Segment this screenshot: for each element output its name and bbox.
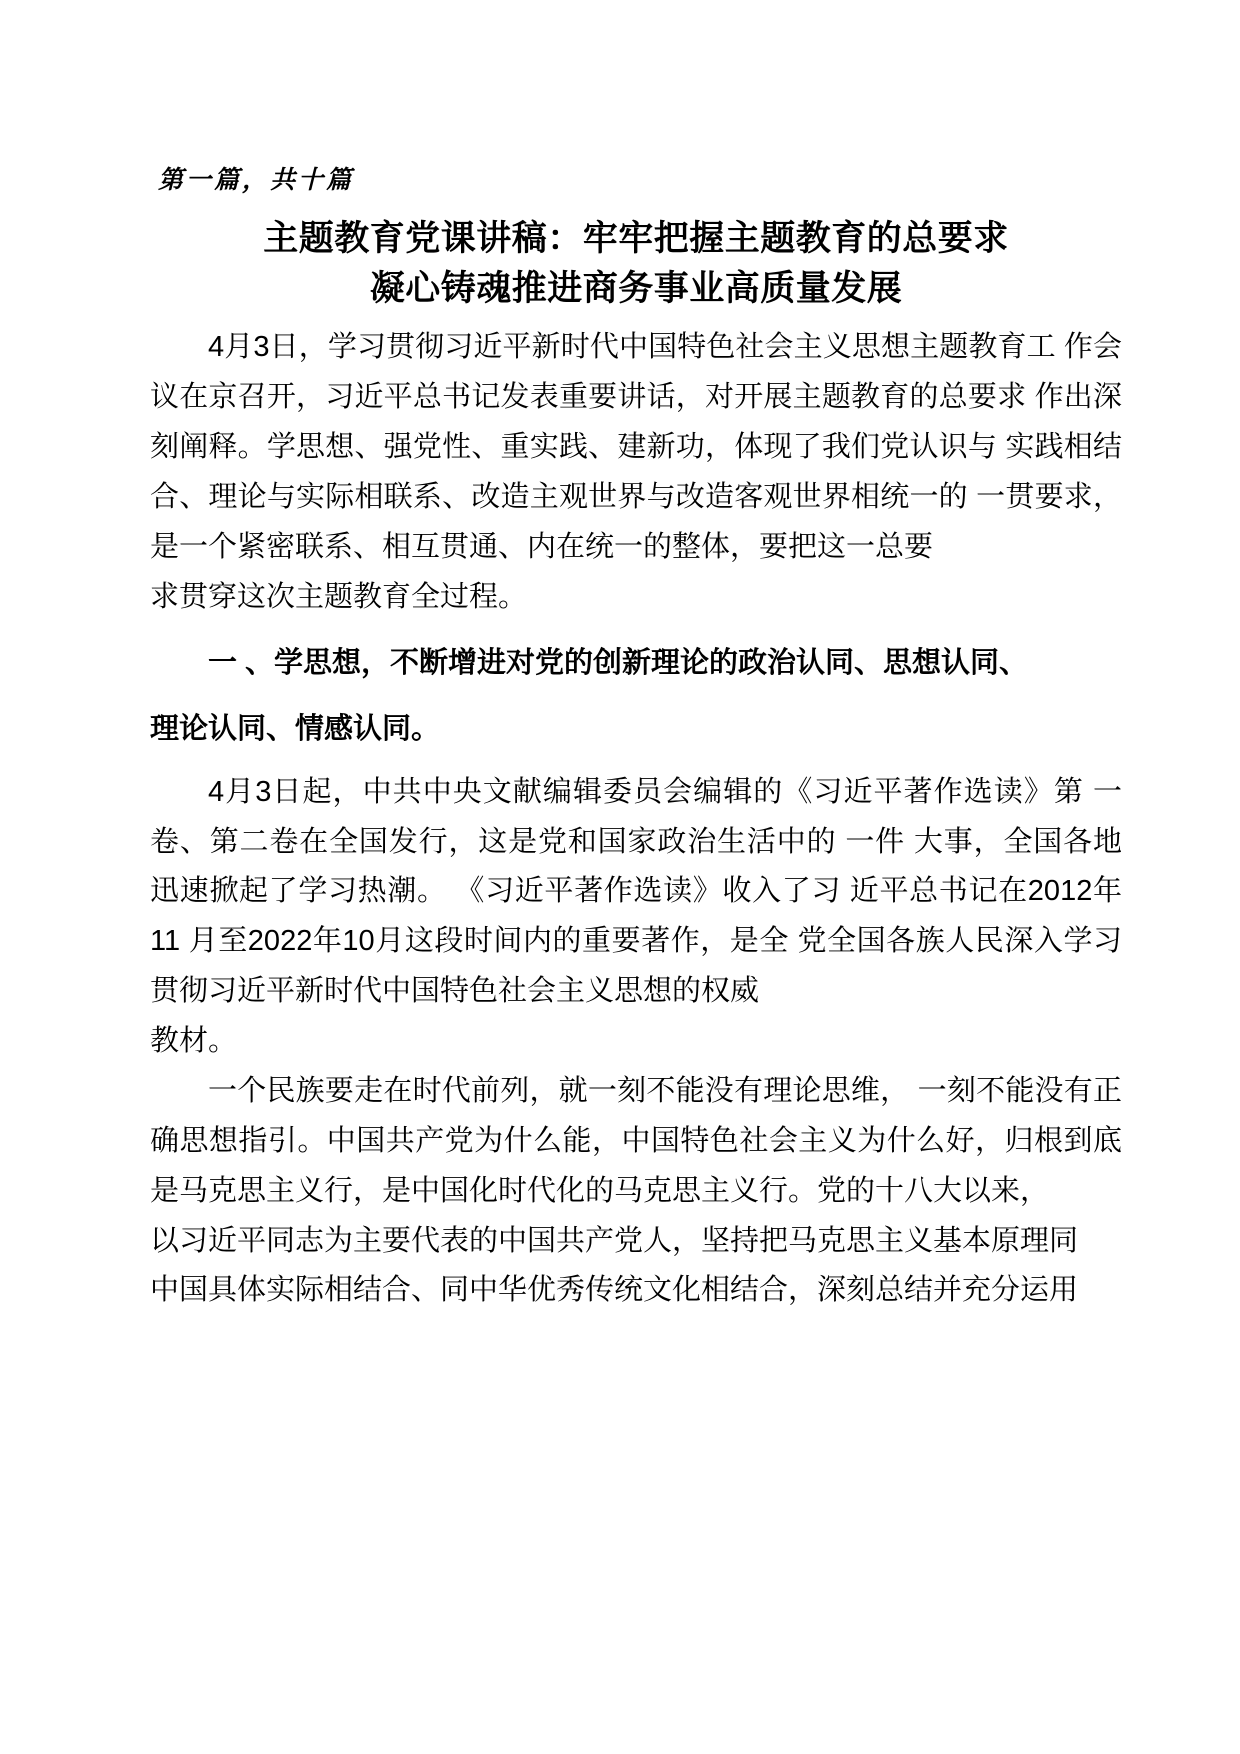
paragraph-selected-works: 4月3日起，中共中央文献编辑委员会编辑的《习近平著作选读》第 一卷、第二卷在全国发行，这是党和国家政治生活中的 一件 大事，全国各地迅速掀起了学习热潮。 《习近平著作选读》收入了习 近平总书记在2012年11 月至2022年10月这段时间内的重要著作，是全 党全国各族人民深入学习贯彻习近平新时代中国特色社会主义思想的权威 <box>150 775 1122 1008</box>
document-section-marker: 第一篇，共十篇 <box>158 167 355 194</box>
section-heading-one: 一 、学思想，不断增进对党的创新理论的政治认同、思想认同、 <box>208 646 1029 679</box>
page-title-line-1: 主题教育党课讲稿：牢牢把握主题教育的总要求 <box>263 219 1009 258</box>
page-title <box>150 214 1122 313</box>
paragraph-theory-continued-1: 以习近平同志为主要代表的中国共产党人，坚持把马克思主义基本原理同 <box>150 1224 1079 1257</box>
paragraph-intro-continued: 求贯穿这次主题教育全过程。 <box>150 580 528 613</box>
page-title-line-2: 凝心铸魂推进商务事业高质量发展 <box>369 268 903 308</box>
paragraph-theory-continued-2: 中国具体实际相结合、同中华优秀传统文化相结合，深刻总结并充分运用 <box>150 1274 1079 1307</box>
section-heading-one-continued: 理论认同、情感认同。 <box>150 713 441 746</box>
paragraph-selected-works-continued: 教材。 <box>150 1025 238 1058</box>
paragraph-theory: 一个民族要走在时代前列，就一刻不能没有理论思维， 一刻不能没有正确思想指引。中国共产党为什么能，中国特色社会主义为什么好，归根到底是马克思主义行，是中国化时代化的马克思主义行。党的十八大以来， <box>150 1074 1122 1207</box>
paragraph-intro: 4月3日，学习贯彻习近平新时代中国特色社会主义思想主题教育工 作会议在京召开，习近平总书记发表重要讲话，对开展主题教育的总要求 作出深刻阐释。学思想、强党性、重实践、建新功，体现了我们党认识与 实践相结合、理论与实际相联系、改造主观世界与改造客观世界相统一的 一贯要求，是一个紧密联系、相互贯通、内在统一的整体，要把这一总要 <box>150 331 1122 563</box>
